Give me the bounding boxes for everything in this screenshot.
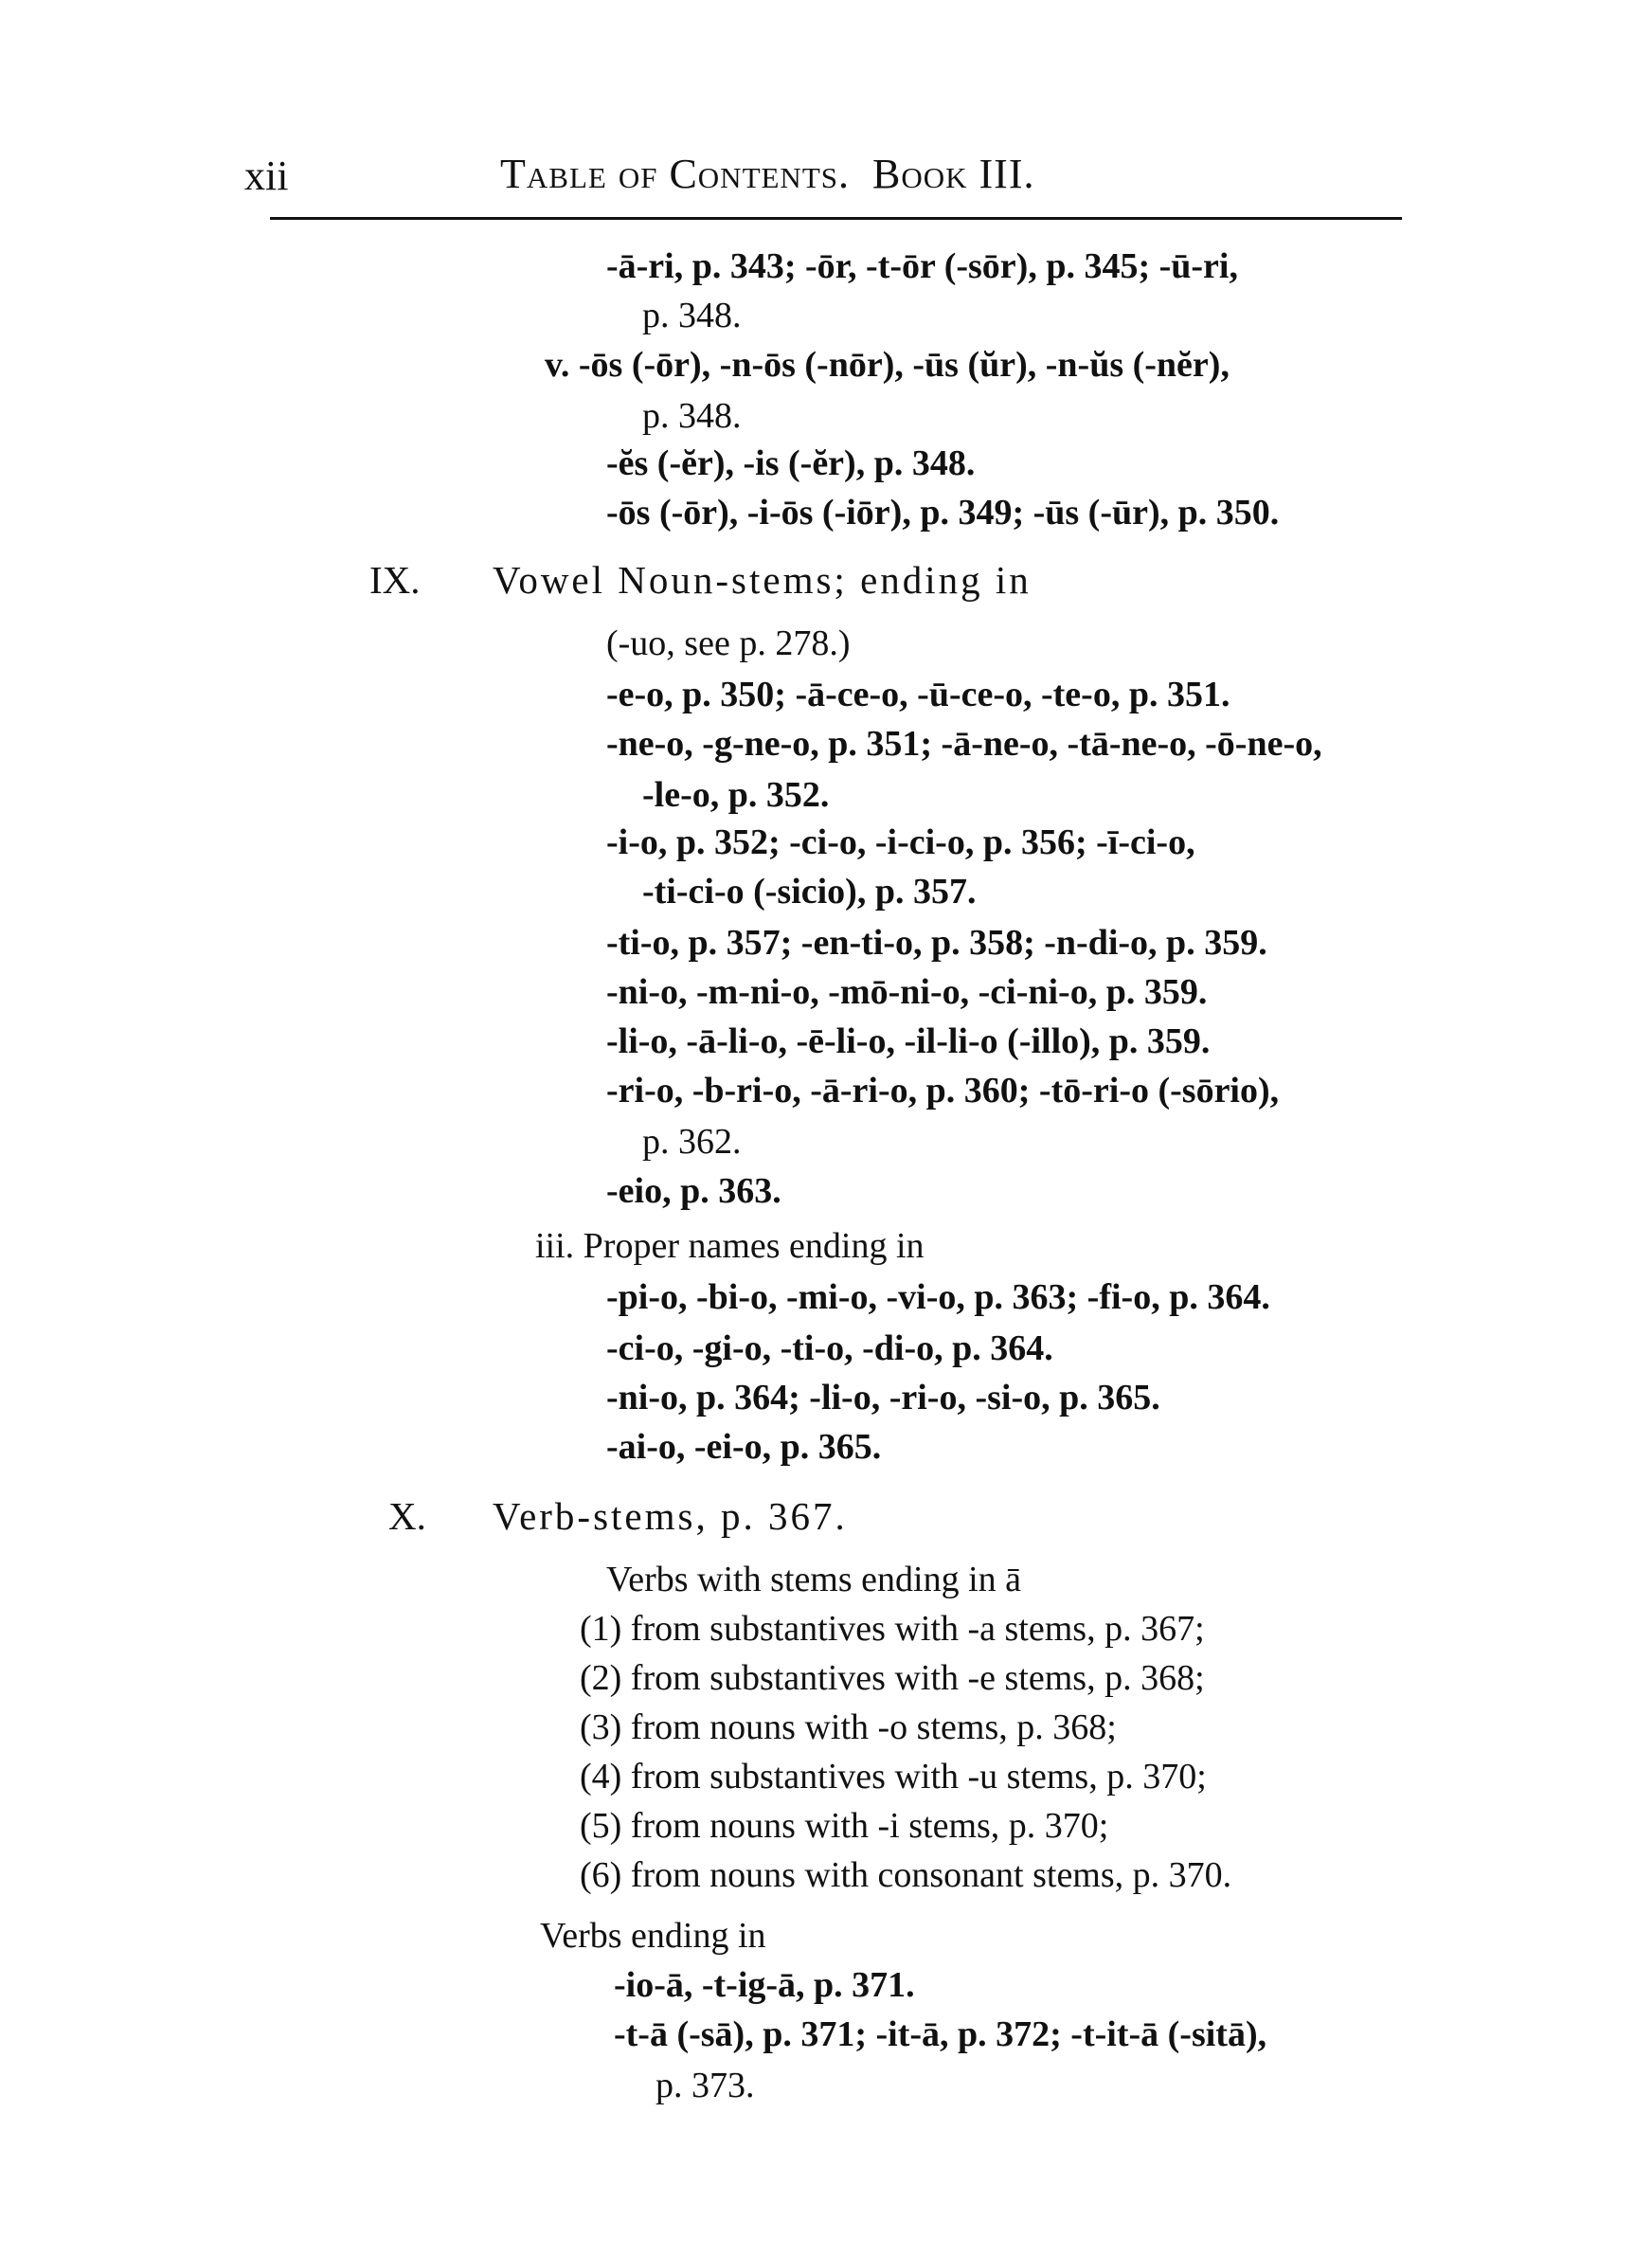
toc-subheading: iii. Proper names ending in — [535, 1226, 925, 1266]
toc-line: -ti-o, p. 357; -en-ti-o, p. 358; -n-di-o, p. 359. — [606, 923, 1267, 963]
toc-line: -ti-ci-o (-sicio), p. 357. — [642, 872, 977, 912]
toc-line: (-uo, see p. 278.) — [606, 623, 851, 663]
toc-line: (4) from substantives with -u stems, p. 370; — [580, 1757, 1207, 1797]
title-text: Table of Contents. — [500, 151, 850, 197]
toc-line: v. -ōs (-ōr), -n-ōs (-nōr), -ūs (ŭr), -n-ŭs (-nĕr), — [545, 345, 1230, 385]
toc-line: -eio, p. 363. — [606, 1171, 781, 1211]
toc-line: (5) from nouns with -i stems, p. 370; — [580, 1806, 1109, 1846]
book-text: Book III. — [872, 151, 1035, 197]
toc-line: -ri-o, -b-ri-o, -ā-ri-o, p. 360; -tō-ri-o (-sōrio), — [606, 1071, 1280, 1110]
toc-line: -ai-o, -ei-o, p. 365. — [606, 1427, 882, 1467]
toc-line: -ni-o, p. 364; -li-o, -ri-o, -si-o, p. 365. — [606, 1378, 1160, 1417]
toc-line: -ni-o, -m-ni-o, -mō-ni-o, -ci-ni-o, p. 359. — [606, 972, 1208, 1012]
toc-line: -ōs (-ōr), -i-ōs (-iōr), p. 349; -ūs (-ūr), p. 350. — [606, 493, 1280, 533]
toc-subheading: Verbs ending in — [540, 1916, 766, 1956]
toc-line: -io-ā, -t-ig-ā, p. 371. — [614, 1965, 915, 2005]
toc-line: (2) from substantives with -e stems, p. 368; — [580, 1658, 1205, 1698]
toc-line: (1) from substantives with -a stems, p. 367; — [580, 1609, 1205, 1649]
toc-line: p. 373. — [655, 2066, 755, 2105]
toc-line: -li-o, -ā-li-o, -ē-li-o, -il-li-o (-illo), p. 359. — [606, 1021, 1211, 1061]
toc-line: (6) from nouns with consonant stems, p. 370. — [580, 1855, 1232, 1895]
toc-line: -ne-o, -g-ne-o, p. 351; -ā-ne-o, -tā-ne-o, -ō-ne-o, — [606, 724, 1322, 764]
toc-line: p. 362. — [642, 1122, 742, 1162]
toc-line: -t-ā (-sā), p. 371; -it-ā, p. 372; -t-it-ā (-sitā), — [614, 2014, 1267, 2054]
section-heading-ix: IX. Vowel Noun-stems; ending in — [369, 558, 1032, 602]
toc-line: p. 348. — [642, 296, 742, 335]
toc-line: -le-o, p. 352. — [642, 775, 830, 815]
header-rule — [270, 217, 1402, 220]
toc-line: -ci-o, -gi-o, -ti-o, -di-o, p. 364. — [606, 1328, 1053, 1368]
section-heading-x: X. Verb-stems, p. 367. — [388, 1494, 848, 1538]
toc-subheading: Verbs with stems ending in ā — [606, 1560, 1022, 1599]
toc-line: -ā-ri, p. 343; -ōr, -t-ōr (-sōr), p. 345; -ū-ri, — [606, 246, 1238, 286]
toc-line: -i-o, p. 352; -ci-o, -i-ci-o, p. 356; -ī-ci-o, — [606, 822, 1195, 862]
page-title — [500, 150, 1034, 198]
page-number: xii — [244, 153, 289, 199]
toc-line: (3) from nouns with -o stems, p. 368; — [580, 1707, 1117, 1747]
toc-line: -ĕs (-ĕr), -is (-ĕr), p. 348. — [606, 443, 976, 483]
toc-line: -pi-o, -bi-o, -mi-o, -vi-o, p. 363; -fi-o, p. 364. — [606, 1277, 1270, 1317]
toc-line: -e-o, p. 350; -ā-ce-o, -ū-ce-o, -te-o, p. 351. — [606, 675, 1230, 714]
toc-line: p. 348. — [642, 396, 742, 436]
